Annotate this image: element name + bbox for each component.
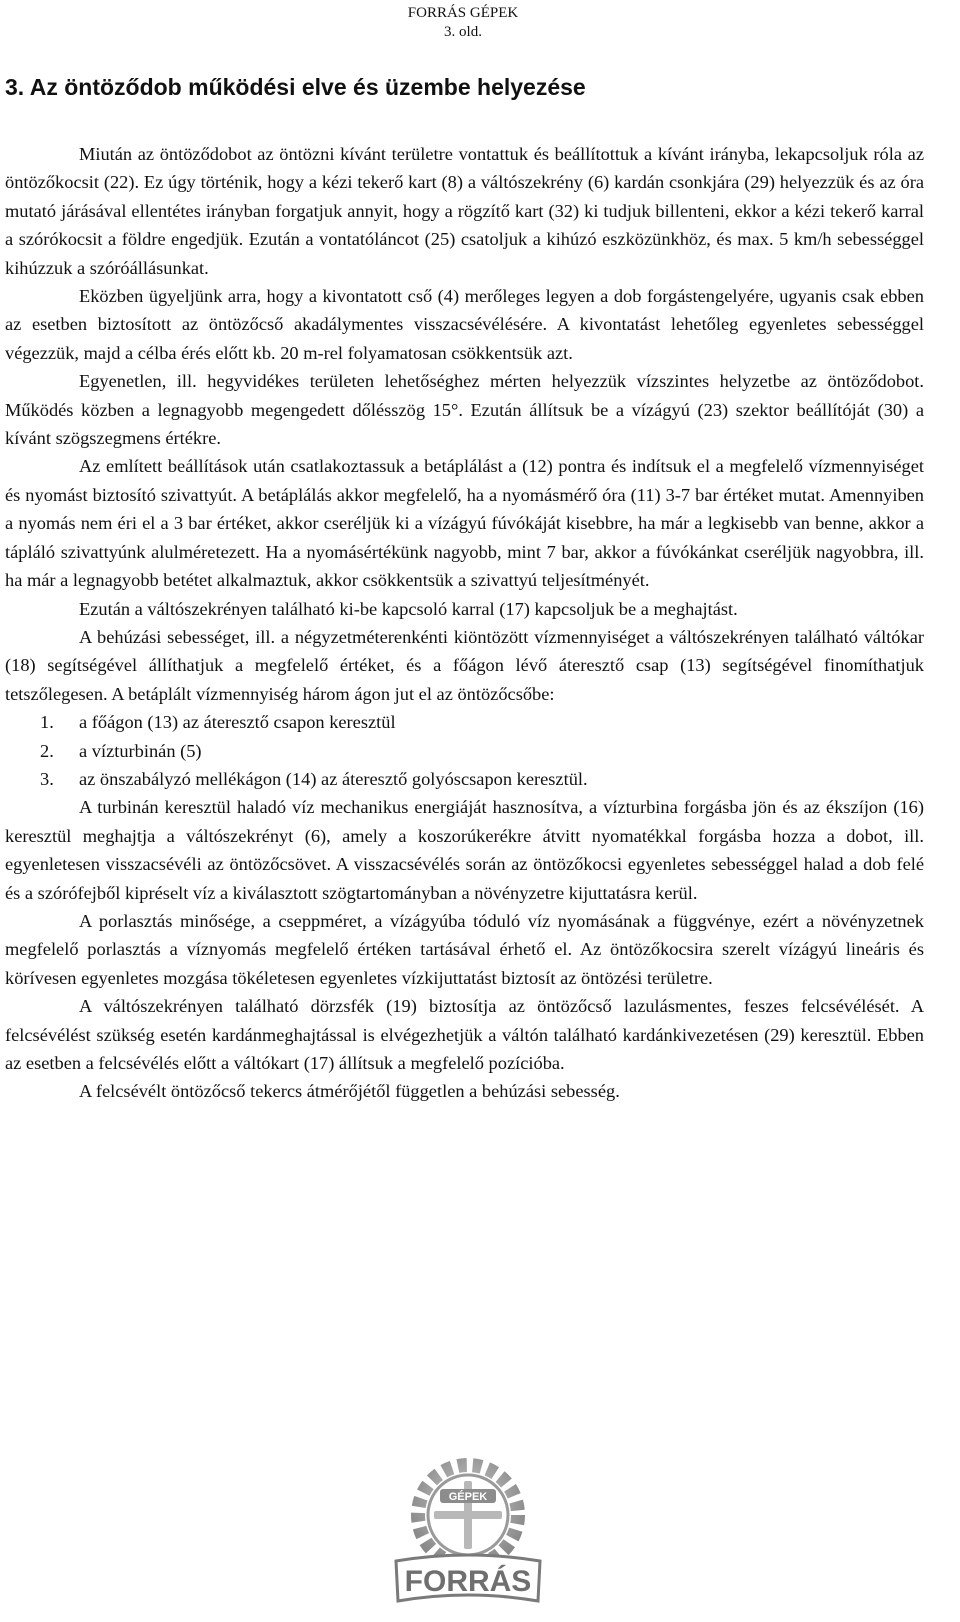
water-branch-list (5, 708, 924, 793)
header-page-number: 3. old. (444, 24, 482, 40)
header-publisher: FORRÁS GÉPEK (407, 5, 519, 21)
paragraph: Miután az öntöződobot az öntözni kívánt területre vontattuk és beállítottuk a kívánt irányba, lekapcsoljuk róla az öntözőkocsit (22). Ez úgy történik, hogy a kézi tekerő kart (8) a váltószekrény (6) kardán csonkjára (29) helyezzük és az óra mutató járásával ellentétes irányban forgatjuk annyit, hogy a rögzítő kart (32) ki tudjuk billenteni, ekkor a kézi tekerő karral a szórókocsit a földre engedjük. Ezután a vontatóláncot (25) csatoljuk a kihúzó eszközünkhöz, és max. 5 km/h sebességgel kihúzzuk a szóróállásunkat. (5, 144, 924, 278)
section-body (5, 140, 924, 1106)
paragraph: A porlasztás minősége, a cseppméret, a vízágyúba tóduló víz nyomásának a függvénye, ezért a növényzetnek megfelelő porlasztás a víznyomás megfelelő értéken tartásával érhető el. Az öntözőkocsira szerelt vízágyú lineáris és körívesen egyenletes mozgása tökéletesen egyenletes vízkijuttatást biztosít az öntözési területre. (5, 910, 924, 988)
paragraph: Egyenetlen, ill. hegyvidékes területen lehetőséghez mérten helyezzük vízszintes helyzetbe az öntöződobot. Működés közben a legnagyobb megengedett dőlésszög 15°. Ezután állítsuk be a vízágyú (23) szektor beállítóját (30) a kívánt szögszegmens értékre. (5, 371, 924, 449)
list-item (5, 708, 924, 736)
list-item (5, 737, 924, 765)
list-item-text: az önszabályzó mellékágon (14) az áteresztő golyóscsapon keresztül. (79, 768, 588, 789)
paragraph: Az említett beállítások után csatlakoztassuk a betáplálást a (12) pontra és indítsuk el a megfelelő vízmennyiséget és nyomást biztosító szivattyút. A betáplálás akkor megfelelő, ha a nyomásmérő óra (11) 3-7 bar értéket mutat. Amennyiben a nyomás nem éri el a 3 bar értéket, akkor cseréljük ki a vízágyú fúvókáját kisebbre, ha már a legkisebb van benne, akkor a tápláló szivattyúnk alulméretezett. Ha a nyomásértékünk nagyobb, mint 7 bar, akkor a fúvókánkat cseréljük nagyobbra, ill. ha már a legnagyobb betétet alkalmaztuk, akkor csökkentsük a szivattyú teljesítményét. (5, 456, 924, 591)
list-item-text: a főágon (13) az áteresztő csapon keresztül (79, 712, 396, 733)
list-item-number: 2. (40, 740, 54, 761)
forras-gepek-logo (388, 1453, 548, 1619)
list-item-number: 1. (40, 712, 54, 733)
logo-bottom-text: FORRÁS (404, 1565, 532, 1598)
list-item-text: a vízturbinán (5) (79, 740, 202, 761)
list-item-number: 3. (40, 768, 54, 789)
paragraph: A turbinán keresztül haladó víz mechanikus energiáját hasznosítva, a vízturbina forgásba jön és az ékszíjon (16) keresztül meghajtja a váltószekrényt (6), amely a koszorúkerékre átvitt nyomatékkal forgásba hozza a dobot, ill. egyenletesen visszacsévéli az öntözőcsövet. A visszacsévélés során az öntözőkocsi egyenletes sebességgel halad a dob felé és a szórófejből kipréselt víz a kiválasztott szögtartományban a növényzetre kijuttatásra kerül. (5, 797, 924, 903)
paragraph: A behúzási sebességet, ill. a négyzetméterenkénti kiöntözött vízmennyiséget a váltószekrényen található váltókar (18) segítségével állíthatjuk a megfelelő értéket, és a főágon lévő áteresztő csap (13) segítségével finomíthatjuk tetszőlegesen. A betáplált vízmennyiség három ágon jut el az öntözőcsőbe: (5, 626, 924, 704)
section-title: 3. Az öntöződob működési elve és üzembe helyezése (5, 74, 586, 100)
list-item (5, 765, 924, 793)
logo-top-text: GÉPEK (448, 1491, 488, 1503)
paragraph: Ezután a váltószekrényen található ki-be kapcsoló karral (17) kapcsoljuk be a meghajtást. (79, 598, 738, 619)
paragraph: Eközben ügyeljünk arra, hogy a kivontatott cső (4) merőleges legyen a dob forgástengelyére, ugyanis csak ebben az esetben biztosított az öntözőcső akadálymentes visszacsévélésére. A kivontatást lehetőleg egyenletes sebességgel végezzük, majd a célba érés előtt kb. 20 m-rel folyamatosan csökkentsük azt. (5, 286, 924, 363)
paragraph: A felcsévélt öntözőcső tekercs átmérőjétől független a behúzási sebesség. (79, 1081, 620, 1102)
paragraph: A váltószekrényen található dörzsfék (19) biztosítja az öntözőcső lazulásmentes, feszes felcsévélését. A felcsévélést szükség esetén kardánmeghajtással is elvégezhetjük a váltón található kardánkivezetésen (29) keresztül. Ebben az esetben a felcsévélés előtt a váltókart (17) állítsuk a megfelelő pozícióba. (5, 996, 924, 1073)
